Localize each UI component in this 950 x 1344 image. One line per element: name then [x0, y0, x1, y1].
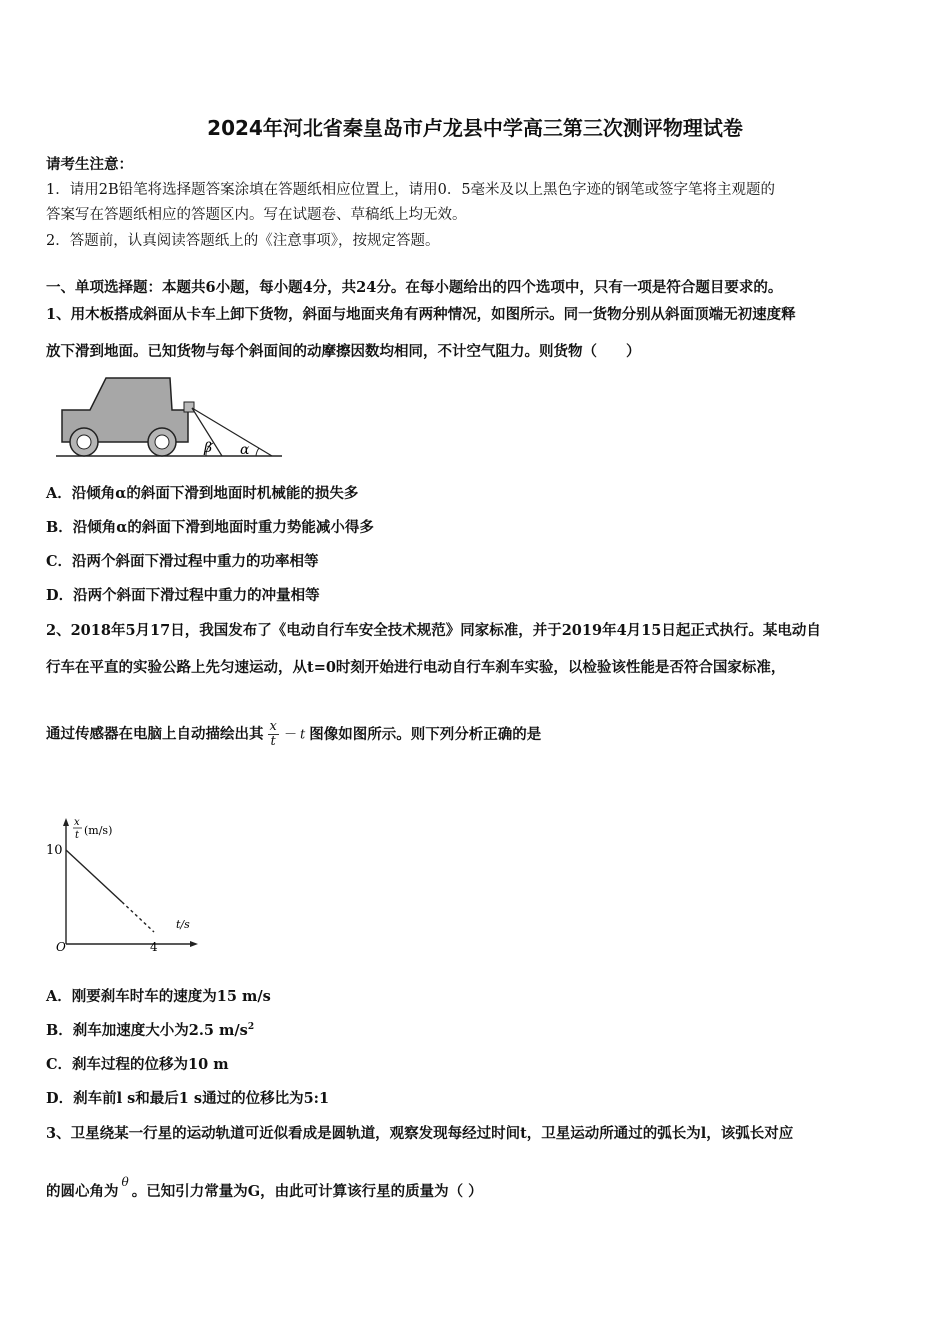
y-axis-denominator: t — [75, 830, 80, 841]
notice-line-2: 2．答题前，认真阅读答题纸上的《注意事项》，按规定答题。 — [46, 233, 440, 249]
q1-option-c: C．沿两个斜面下滑过程中重力的功率相等 — [46, 553, 319, 570]
q1-option-a: A．沿倾角α的斜面下滑到地面时机械能的损失多 — [46, 485, 359, 502]
fraction-denominator: t — [270, 734, 276, 749]
theta-symbol: θ — [121, 1175, 129, 1189]
q3-line-2-post: 。已知引力常量为G，由此可计算该行星的质量为（ ） — [131, 1183, 483, 1200]
x-over-t-fraction — [268, 720, 279, 749]
y-axis-unit: (m/s) — [84, 824, 113, 837]
q2-line-3-pre: 通过传感器在电脑上自动描绘出其 — [46, 725, 264, 743]
q2-line-1: 2、2018年5月17日，我国发布了《电动自行车安全技术规范》同家标准，并于2019年4月15日起正式执行。某电动自 — [46, 622, 821, 639]
notice-heading: 请考生注意： — [46, 156, 133, 173]
page-title: 2024年河北省秦皇岛市卢龙县中学高三第三次测评物理试卷 — [207, 116, 743, 140]
y-tick-10: 10 — [46, 843, 63, 858]
truck-incline-figure — [50, 370, 290, 465]
x-axis-label: t/s — [176, 918, 190, 931]
q2-option-b-exponent: 2 — [247, 1022, 255, 1033]
q2-option-b-text: B．刹车加速度大小为2.5 m/s — [46, 1022, 248, 1039]
q2-line-2: 行车在平直的实验公路上先匀速运动，从t=0时刻开始进行电动自行车刹车实验，以检验该性能是否符合国家标准， — [46, 659, 786, 676]
q2-line-3-post: 图像如图所示。则下列分析正确的是 — [309, 725, 542, 743]
x-tick-4: 4 — [150, 940, 158, 954]
y-axis-numerator: x — [74, 817, 80, 828]
alpha-label: α — [240, 442, 250, 458]
q3-line-1: 3、卫星绕某一行星的运动轨道可近似看成是圆轨道，观察发现每经过时间t，卫星运动所通过的弧长为l，该弧长对应 — [46, 1125, 794, 1142]
q2-option-b — [46, 1019, 254, 1040]
beta-label: β — [204, 440, 213, 456]
notice-line-1a: 1．请用2B铅笔将选择题答案涂填在答题纸相应位置上，请用0．5毫米及以上黑色字迹的钢笔或签字笔将主观题的 — [46, 182, 776, 198]
fraction-tail: － t — [282, 727, 306, 743]
q2-option-c: C．刹车过程的位移为10 m — [46, 1056, 229, 1073]
q2-line-3 — [46, 720, 541, 749]
q2-option-d: D．刹车前l s和最后1 s通过的位移比为5:1 — [46, 1090, 330, 1107]
q3-line-2 — [46, 1175, 483, 1201]
notice-line-1b: 答案写在答题纸相应的答题区内。写在试题卷、草稿纸上均无效。 — [46, 207, 467, 223]
q3-line-2-pre: 的圆心角为 — [46, 1183, 119, 1200]
section-heading: 一、单项选择题：本题共6小题，每小题4分，共24分。在每小题给出的四个选项中，只有一项是符合题目要求的。 — [46, 279, 783, 296]
fraction-numerator: x — [269, 719, 277, 734]
origin-label: O — [56, 940, 66, 954]
velocity-graph — [46, 812, 206, 957]
q1-line-1: 1、用木板搭成斜面从卡车上卸下货物，斜面与地面夹角有两种情况，如图所示。同一货物分别从斜面顶端无初速度释 — [46, 306, 796, 323]
q1-option-b: B．沿倾角α的斜面下滑到地面时重力势能减小得多 — [46, 519, 374, 536]
q1-option-d: D．沿两个斜面下滑过程中重力的冲量相等 — [46, 587, 320, 604]
q2-option-a: A．刚要刹车时车的速度为15 m/s — [46, 988, 271, 1005]
q1-line-2: 放下滑到地面。已知货物与每个斜面间的动摩擦因数均相同，不计空气阻力。则货物（ ） — [46, 343, 641, 360]
